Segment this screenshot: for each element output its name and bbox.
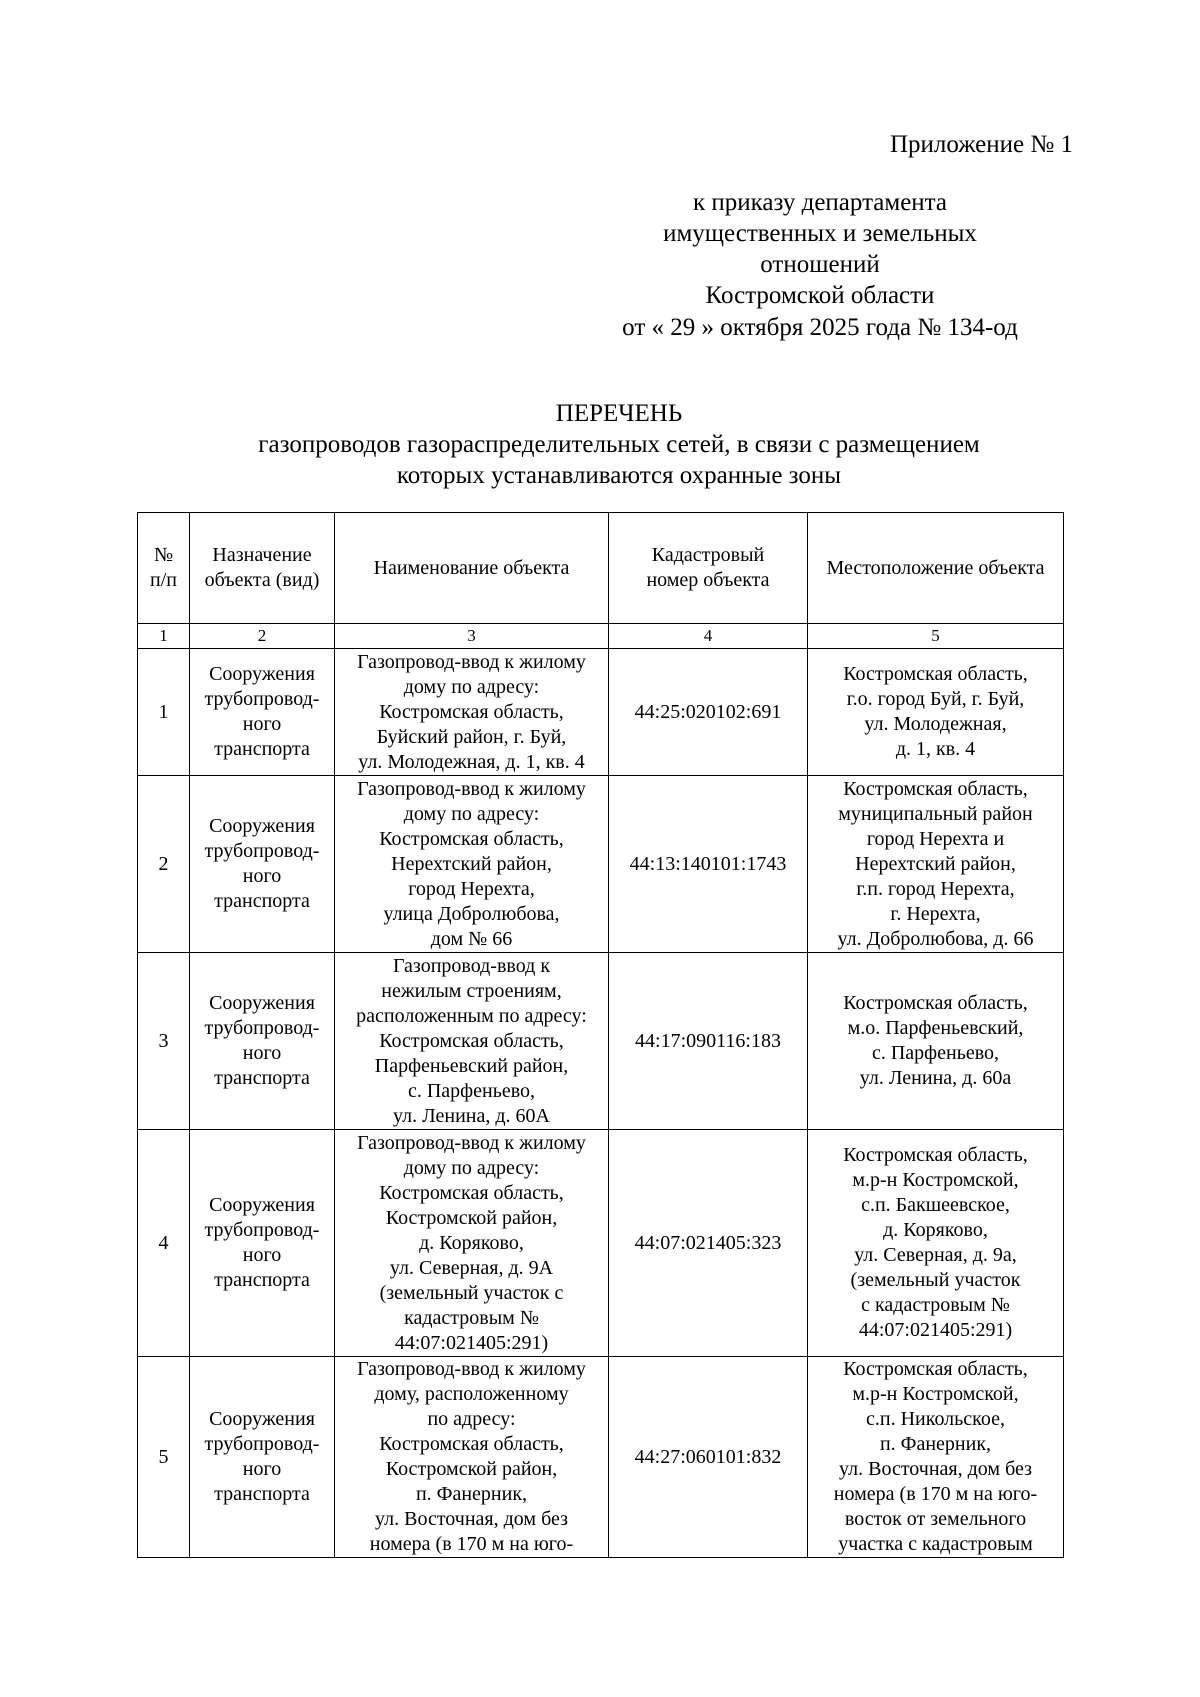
row-object-name: Газопровод-ввод к нежилым строениям, расположенным по адресу: Костромская область, Парфеньевский район, с. Парфеньево, ул. Ленина, д. 60А	[335, 953, 609, 1130]
table-row	[138, 1130, 1064, 1357]
row-object-name: Газопровод-ввод к жилому дому, расположенному по адресу: Костромская область, Костромской район, п. Фанерник, ул. Восточная, дом без номера (в 170 м на юго-	[335, 1357, 609, 1558]
table-row	[138, 649, 1064, 776]
row-purpose: Сооружения трубопровод- ного транспорта	[190, 1130, 335, 1357]
row-purpose: Сооружения трубопровод- ного транспорта	[190, 1357, 335, 1558]
title-word: ПЕРЕЧЕНЬ	[555, 400, 683, 427]
row-location: Костромская область, г.о. город Буй, г. Буй, ул. Молодежная, д. 1, кв. 4	[808, 649, 1064, 776]
row-cadastral-number: 44:25:020102:691	[609, 649, 808, 776]
order-reference-line: имущественных и земельных	[663, 220, 977, 247]
order-date: от « 29 » октября 2025 года № 134-од	[622, 314, 1018, 341]
column-number: 4	[609, 624, 808, 649]
row-object-name: Газопровод-ввод к жилому дому по адресу: Костромская область, Костромской район, д. Коряково, ул. Северная, д. 9А (земельный участок с кадастровым № 44:07:021405:291)	[335, 1130, 609, 1357]
row-location: Костромская область, м.р-н Костромской, с.п. Никольское, п. Фанерник, ул. Восточная, дом без номера (в 170 м на юго- восток от земельного участка с кадастровым	[808, 1357, 1064, 1558]
header-cadastral-number: Кадастровый номер объекта	[609, 513, 808, 624]
table-row	[138, 953, 1064, 1130]
header-purpose: Назначение объекта (вид)	[190, 513, 335, 624]
row-number: 1	[138, 649, 190, 776]
row-cadastral-number: 44:17:090116:183	[609, 953, 808, 1130]
row-cadastral-number: 44:07:021405:323	[609, 1130, 808, 1357]
document-title	[128, 398, 1110, 491]
row-cadastral-number: 44:13:140101:1743	[609, 776, 808, 953]
pipelines-table	[137, 512, 1064, 1558]
row-location: Костромская область, м.о. Парфеньевский, с. Парфеньево, ул. Ленина, д. 60а	[808, 953, 1064, 1130]
row-number: 4	[138, 1130, 190, 1357]
table-row	[138, 1357, 1064, 1558]
header-location: Местоположение объекта	[808, 513, 1064, 624]
row-purpose: Сооружения трубопровод- ного транспорта	[190, 953, 335, 1130]
row-purpose: Сооружения трубопровод- ного транспорта	[190, 776, 335, 953]
title-subtitle-line: газопроводов газораспределительных сетей, в связи с размещением	[258, 431, 980, 458]
row-location: Костромская область, м.р-н Костромской, с.п. Бакшеевское, д. Коряково, ул. Северная, д. 9а, (земельный участок с кадастровым № 44:07:021405:291)	[808, 1130, 1064, 1357]
header-object-name: Наименование объекта	[335, 513, 609, 624]
table-row	[138, 776, 1064, 953]
order-reference-line: к приказу департамента	[692, 189, 948, 216]
row-number: 3	[138, 953, 190, 1130]
column-number-row	[138, 624, 1064, 649]
row-number: 2	[138, 776, 190, 953]
order-reference-line: Костромской области	[705, 282, 935, 309]
header-number: № п/п	[138, 513, 190, 624]
appendix-number: Приложение № 1	[889, 131, 1073, 158]
column-number: 2	[190, 624, 335, 649]
row-location: Костромская область, муниципальный район город Нерехта и Нерехтский район, г.п. город Нерехта, г. Нерехта, ул. Добролюбова, д. 66	[808, 776, 1064, 953]
order-reference	[560, 187, 1080, 343]
column-number: 3	[335, 624, 609, 649]
row-purpose: Сооружения трубопровод- ного транспорта	[190, 649, 335, 776]
table-header-row	[138, 513, 1064, 624]
row-cadastral-number: 44:27:060101:832	[609, 1357, 808, 1558]
row-number: 5	[138, 1357, 190, 1558]
column-number: 5	[808, 624, 1064, 649]
row-object-name: Газопровод-ввод к жилому дому по адресу: Костромская область, Буйский район, г. Буй, ул. Молодежная, д. 1, кв. 4	[335, 649, 609, 776]
row-object-name: Газопровод-ввод к жилому дому по адресу: Костромская область, Нерехтский район, город Нерехта, улица Добролюбова, дом № 66	[335, 776, 609, 953]
order-reference-line: отношений	[760, 251, 880, 278]
title-subtitle-line: которых устанавливаются охранные зоны	[396, 462, 842, 489]
column-number: 1	[138, 624, 190, 649]
